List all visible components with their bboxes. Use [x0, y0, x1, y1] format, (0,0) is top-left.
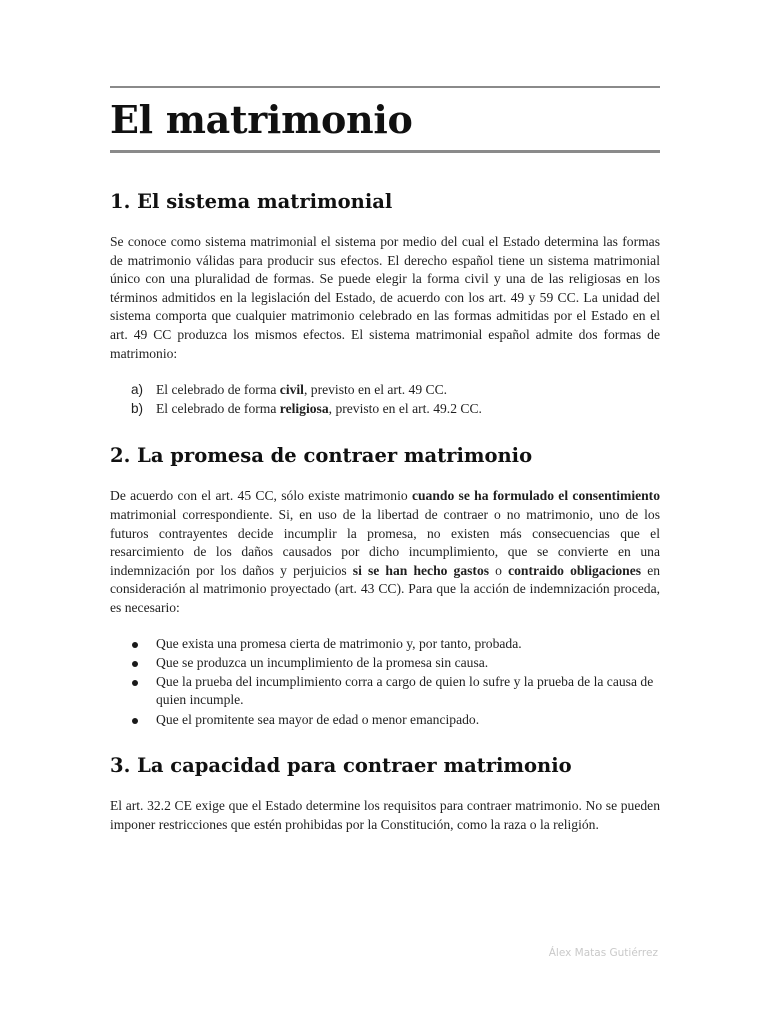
list-item: a) El celebrado de forma civil, previsto en el art. 49 CC. — [110, 381, 660, 400]
page-title: El matrimonio — [110, 97, 413, 142]
list-item: Que el promitente sea mayor de edad o menor emancipado. — [110, 711, 660, 730]
section-1-heading: 1. El sistema matrimonial — [110, 190, 393, 213]
document-page — [110, 86, 660, 834]
footer-author: Álex Matas Gutiérrez — [548, 947, 658, 959]
list-item: Que se produzca un incumplimiento de la promesa sin causa. — [110, 654, 660, 673]
list-marker: b) — [131, 400, 144, 416]
title-bottom-rule — [110, 150, 660, 153]
requirements-list — [110, 635, 660, 730]
section-1-paragraph: Se conoce como sistema matrimonial el sistema por medio del cual el Estado determina las formas de matrimonio válidas para producir sus efectos. El derecho español tiene un sistema matrimonial único con una pluralidad de formas. Se puede elegir la forma civil y una de las religiosas en los términos admitidos en la legislación del Estado, de acuerdo con los art. 49 y 59 CC. La unidad del sistema comporta que cualquier matrimonio celebrado en las formas admitidas por el Estado en el art. 49 CC produzca los mismos efectos. El sistema matrimonial español admite dos formas de matrimonio: — [110, 234, 660, 361]
bullet-icon — [132, 680, 138, 686]
list-item: Que la prueba del incumplimiento corra a cargo de quien lo sufre y la prueba de la causa de quien incumple. — [110, 673, 660, 710]
section-3-paragraph: El art. 32.2 CE exige que el Estado determine los requisitos para contraer matrimonio. No se pueden imponer restricciones que estén prohibidas por la Constitución, como la raza o la religión. — [110, 798, 660, 832]
bullet-icon — [132, 718, 138, 724]
section-2-heading: 2. La promesa de contraer matrimonio — [110, 444, 533, 468]
list-item: Que exista una promesa cierta de matrimonio y, por tanto, probada. — [110, 635, 660, 654]
title-top-rule — [110, 86, 660, 88]
list-marker: a) — [131, 382, 144, 398]
section-2-paragraph: De acuerdo con el art. 45 CC, sólo existe matrimonio cuando se ha formulado el consentimiento matrimonial correspondiente. Si, en uso de la libertad de contraer o no matrimonio, uno de los futuros contrayentes decide incumplir la promesa, no existen más consecuencias que el resarcimiento de los daños causados por dicho incumplimiento, que se convierte en una indemnización por los daños y perjuicios si se han hecho gastos o contraido obligaciones en consideración al matrimonio proyectado (art. 43 CC). Para que la acción de indemnización proceda, es necesario: — [110, 488, 661, 615]
bullet-icon — [132, 642, 138, 648]
list-item: b) El celebrado de forma religiosa, previsto en el art. 49.2 CC. — [110, 400, 660, 419]
bullet-icon — [132, 661, 138, 667]
forms-list — [110, 381, 660, 418]
section-3-heading: 3. La capacidad para contraer matrimonio — [110, 754, 572, 778]
